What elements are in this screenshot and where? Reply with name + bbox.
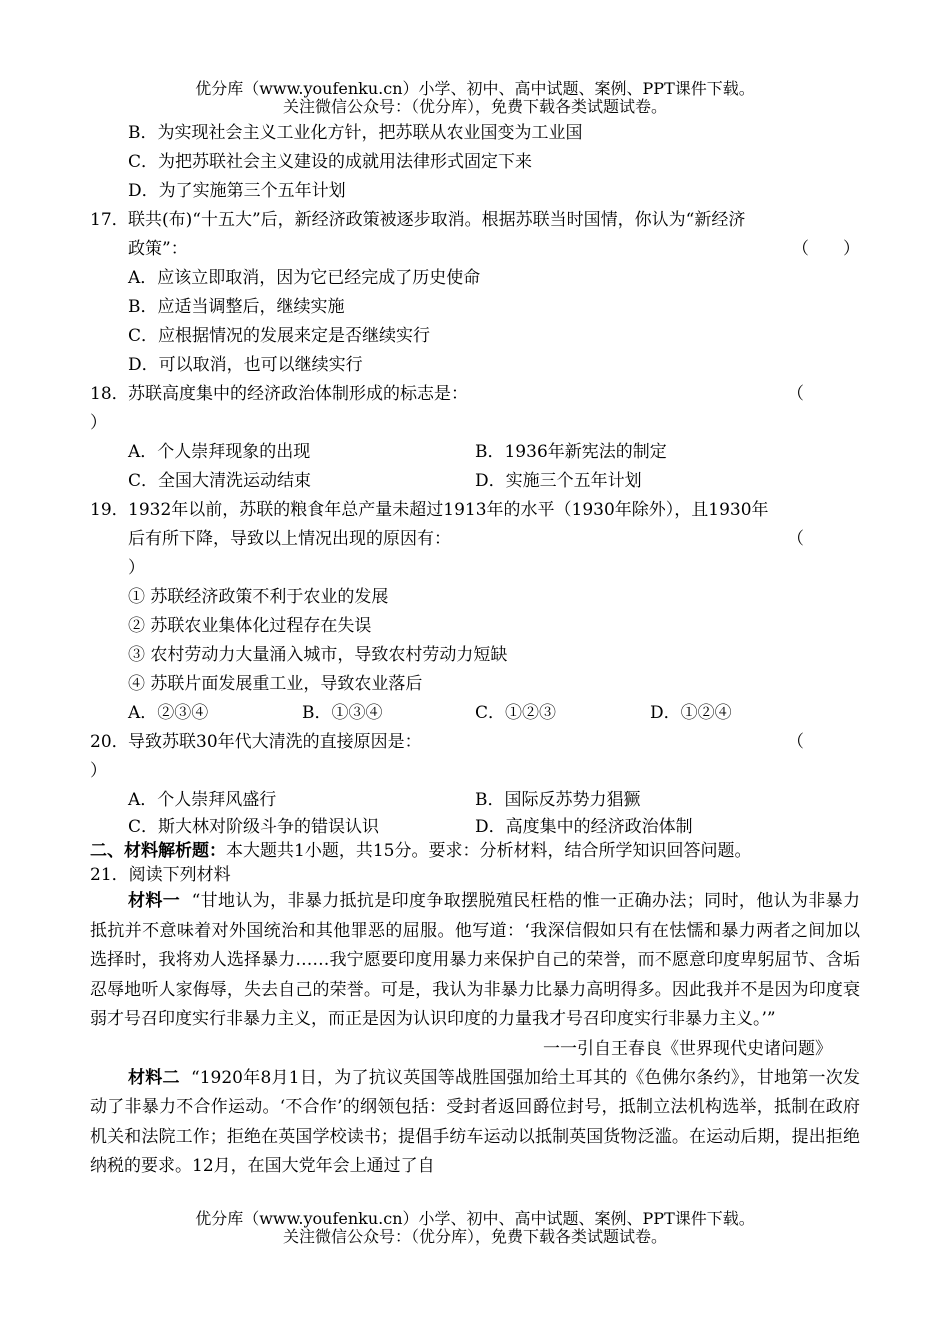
- material-1: [90, 887, 860, 1035]
- q19-item-3: ③ 农村劳动力大量涌入城市，导致农村劳动力短缺: [128, 645, 508, 665]
- q19-options-row: [90, 699, 860, 728]
- q18-paren-open: （: [787, 384, 804, 404]
- q20-option-b: B．国际反苏势力猖獗: [475, 790, 641, 810]
- q17-option-c: C．应根据情况的发展来定是否继续实行: [128, 326, 431, 346]
- page-header: [0, 80, 950, 116]
- q17-answer-paren: （ ）: [792, 239, 860, 259]
- q17-option-a: A．应该立即取消，因为它已经完成了历史使命: [128, 268, 481, 288]
- q19-option-c: C．①②③: [475, 703, 557, 723]
- q20-options-row-2: [90, 815, 860, 839]
- q18-paren-close: ）: [90, 413, 107, 433]
- material-2: [90, 1064, 860, 1182]
- q19-stem-line-1: [90, 496, 860, 525]
- q19-option-d: D．①②④: [650, 703, 732, 723]
- q19-option-a: A．②③④: [128, 703, 209, 723]
- question-content: [90, 119, 860, 1182]
- q17-stem-line-1: [90, 206, 860, 235]
- q20-paren-line: [90, 757, 860, 786]
- material-1-source: 一一引自王春良《世界现代史诸问题》: [543, 1038, 832, 1059]
- q18-option-a: A．个人崇拜现象的出现: [128, 442, 311, 462]
- q18-stem-line: [90, 380, 860, 409]
- q17-stem-2: 政策”：: [128, 239, 188, 259]
- q16-option-d: D．为了实施第三个五年计划: [128, 181, 346, 201]
- q19-stem-2: 后有所下降，导致以上情况出现的原因有：: [128, 529, 451, 549]
- q17-option-b: B．应适当调整后，继续实施: [128, 297, 345, 317]
- q21-intro: 21．阅读下列材料: [90, 865, 231, 885]
- q17-option-d: D．可以取消，也可以继续实行: [128, 355, 363, 375]
- q19-option-b: B．①③④: [302, 703, 383, 723]
- q18-option-b: B．1936年新宪法的制定: [475, 442, 667, 462]
- header-line-1: 优分库（www.youfenku.cn）小学、初中、高中试题、案例、PPT课件下载。: [195, 79, 755, 98]
- q18-option-c: C．全国大清洗运动结束: [128, 471, 312, 491]
- q19-item-1: ① 苏联经济政策不利于农业的发展: [128, 587, 389, 607]
- q20-stem-line: [90, 728, 860, 757]
- header-line-2: 关注微信公众号：（优分库），免费下载各类试题试卷。: [282, 97, 667, 116]
- material-2-label: 材料二: [128, 1067, 180, 1088]
- q16-option-c: C．为把苏联社会主义建设的成就用法律形式固定下来: [128, 152, 533, 172]
- q17-stem-1: 联共(布)“十五大”后，新经济政策被逐步取消。根据苏联当时国情，你认为“新经济: [128, 210, 746, 230]
- q20-stem: 导致苏联30年代大清洗的直接原因是：: [128, 732, 422, 752]
- q18-paren-line: [90, 409, 860, 438]
- q18-options-row-2: [90, 467, 860, 496]
- q19-stem-line-2: [90, 525, 860, 554]
- material-1-label: 材料一: [128, 891, 181, 911]
- q20-paren-close: ）: [90, 761, 107, 781]
- q20-option-a: A．个人崇拜风盛行: [128, 790, 277, 810]
- q20-option-c: C．斯大林对阶级斗争的错误认识: [128, 817, 380, 837]
- material-2-text: “1920年8月1日，为了抗议英国等战胜国强加给土耳其的《色佛尔条约》，甘地第一次发动了非暴力不合作运动。‘不合作’的纲领包括：受封者返回爵位封号，抵制立法机构选举，抵制在政府机关和法院工作；拒绝在英国学校读书；提倡手纺车运动以抵制英国货物泛滥。在运动后期，提出拒绝纳税的要求。12月，在国大党年会上通过了自: [90, 1067, 861, 1176]
- q20-paren-open: （: [787, 732, 804, 752]
- section-2-title: 二、材料解析题：: [90, 841, 226, 861]
- q20-options-row-1: [90, 786, 860, 815]
- q18-option-d: D．实施三个五年计划: [475, 471, 642, 491]
- q19-item-2: ② 苏联农业集体化过程存在失误: [128, 616, 372, 636]
- section-2-desc: 本大题共1小题，共15分。要求：分析材料，结合所学知识回答问题。: [226, 841, 752, 861]
- q18-options-row-1: [90, 438, 860, 467]
- q20-option-d: D．高度集中的经济政治体制: [475, 817, 693, 837]
- q20-number: 20．: [90, 732, 129, 752]
- q17-number: 17．: [90, 210, 129, 230]
- q19-paren-close: ）: [128, 558, 145, 578]
- q19-paren-line: [90, 554, 860, 583]
- q18-number: 18．: [90, 384, 129, 404]
- footer-line-2: 关注微信公众号：（优分库），免费下载各类试题试卷。: [282, 1227, 667, 1246]
- q17-stem-line-2: [90, 235, 860, 264]
- q19-item-4: ④ 苏联片面发展重工业，导致农业落后: [128, 674, 423, 694]
- q19-number: 19．: [90, 500, 129, 520]
- page-footer: [0, 1210, 950, 1246]
- q19-stem-1: 1932年以前，苏联的粮食年总产量未超过1913年的水平（1930年除外），且1930年: [128, 500, 769, 520]
- footer-line-1: 优分库（www.youfenku.cn）小学、初中、高中试题、案例、PPT课件下载。: [195, 1209, 755, 1228]
- q19-paren-open: （: [787, 529, 804, 549]
- material-1-text: “甘地认为，非暴力抵抗是印度争取摆脱殖民枉梏的惟一正确办法；同时，他认为非暴力抵抗并不意味着对外国统治和其他罪恶的屈服。他写道：‘我深信假如只有在怯懦和暴力两者之间加以选择时，我将劝人选择暴力……我宁愿要印度用暴力来保护自己的荣誉，而不愿意印度卑躬屈节、含垢忍辱地听人家侮辱，失去自己的荣誉。可是，我认为非暴力比暴力高明得多。因此我并不是因为印度衰弱才号召印度实行非暴力主义，而正是因为认识印度的力量我才号召印度实行非暴力主义。’”: [90, 891, 860, 1029]
- section-2-heading: [90, 839, 860, 863]
- q18-stem: 苏联高度集中的经济政治体制形成的标志是：: [128, 384, 468, 404]
- q16-option-b: B．为实现社会主义工业化方针，把苏联从农业国变为工业国: [128, 123, 583, 143]
